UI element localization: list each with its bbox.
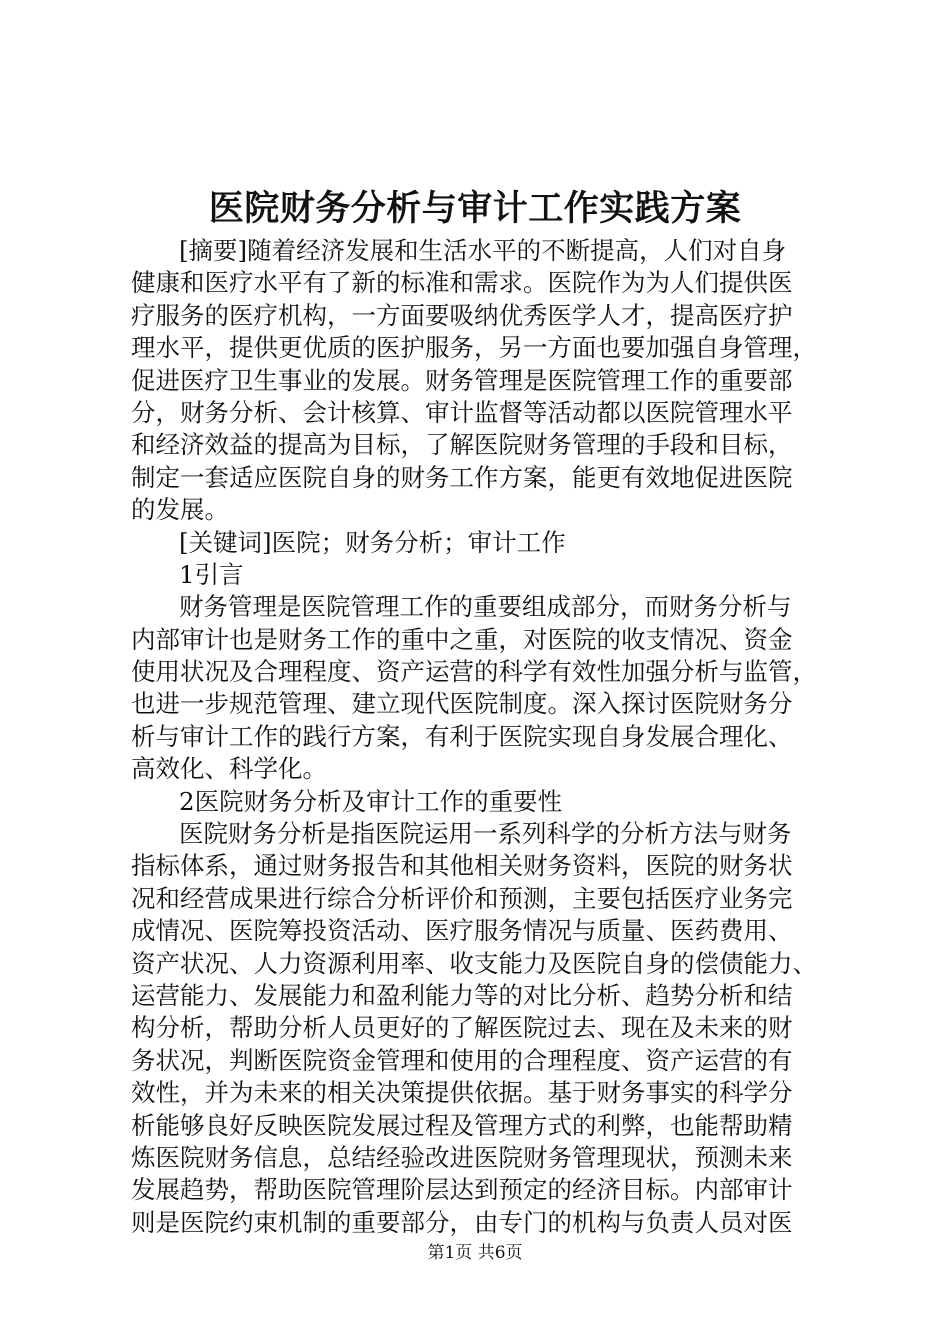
text-line: 促进医疗卫生事业的发展。财务管理是医院管理工作的重要部 — [131, 365, 793, 395]
text-line: 医院财务分析是指医院运用一系列科学的分析方法与财务 — [179, 819, 792, 849]
text-line: 资产状况、人力资源利用率、收支能力及医院自身的偿债能力、 — [131, 948, 817, 978]
document-title: 医院财务分析与审计工作实践方案 — [208, 188, 742, 229]
text-line: [摘要]随着经济发展和生活水平的不断提高，人们对自身 — [179, 236, 787, 265]
text-line: 构分析，帮助分析人员更好的了解医院过去、现在及未来的财 — [131, 1013, 793, 1043]
text-line: 和经济效益的提高为目标，了解医院财务管理的手段和目标， — [131, 430, 793, 460]
text-line: 则是医院约束机制的重要部分，由专门的机构与负责人员对医 — [131, 1207, 793, 1237]
text-line: 况和经营成果进行综合分析评价和预测，主要包括医疗业务完 — [131, 883, 793, 913]
text-line: 的发展。 — [131, 495, 229, 525]
text-line: 高效化、科学化。 — [131, 754, 327, 784]
text-line: 务状况，判断医院资金管理和使用的合理程度、资产运营的有 — [131, 1045, 793, 1075]
text-line: 成情况、医院筹投资活动、医疗服务情况与质量、医药费用、 — [131, 916, 793, 946]
text-line: 效性，并为未来的相关决策提供依据。基于财务事实的科学分 — [131, 1078, 793, 1108]
text-line: 运营能力、发展能力和盈利能力等的对比分析、趋势分析和结 — [131, 980, 793, 1010]
page-footer: 第1页 共6页 — [427, 1243, 523, 1263]
text-line: 健康和医疗水平有了新的标准和需求。医院作为为人们提供医 — [131, 268, 793, 298]
text-line: 财务管理是医院管理工作的重要组成部分，而财务分析与 — [179, 592, 792, 622]
text-line: 内部审计也是财务工作的重中之重，对医院的收支情况、资金 — [131, 624, 793, 654]
text-line: 理水平，提供更优质的医护服务，另一方面也要加强自身管理， — [131, 333, 817, 363]
text-line: 发展趋势，帮助医院管理阶层达到预定的经济目标。内部审计 — [131, 1175, 793, 1205]
text-line: 析与审计工作的践行方案，有利于医院实现自身发展合理化、 — [131, 721, 793, 751]
text-line: 分，财务分析、会计核算、审计监督等活动都以医院管理水平 — [131, 397, 793, 427]
text-line: 疗服务的医疗机构，一方面要吸纳优秀医学人才，提高医疗护 — [131, 300, 793, 330]
text-line: 析能够良好反映医院发展过程及管理方式的利弊，也能帮助精 — [131, 1110, 793, 1140]
text-line: 2医院财务分析及审计工作的重要性 — [179, 786, 563, 816]
text-line: 也进一步规范管理、建立现代医院制度。深入探讨医院财务分 — [131, 689, 793, 719]
text-line: 指标体系，通过财务报告和其他相关财务资料，医院的财务状 — [131, 851, 793, 881]
text-line: [关键词]医院；财务分析；审计工作 — [179, 527, 566, 557]
text-line: 1引言 — [179, 559, 244, 589]
text-line: 制定一套适应医院自身的财务工作方案，能更有效地促进医院 — [131, 462, 793, 492]
text-line: 炼医院财务信息，总结经验改进医院财务管理现状，预测未来 — [131, 1142, 793, 1172]
text-line: 使用状况及合理程度、资产运营的科学有效性加强分析与监管， — [131, 657, 817, 687]
document-body — [131, 235, 831, 1239]
